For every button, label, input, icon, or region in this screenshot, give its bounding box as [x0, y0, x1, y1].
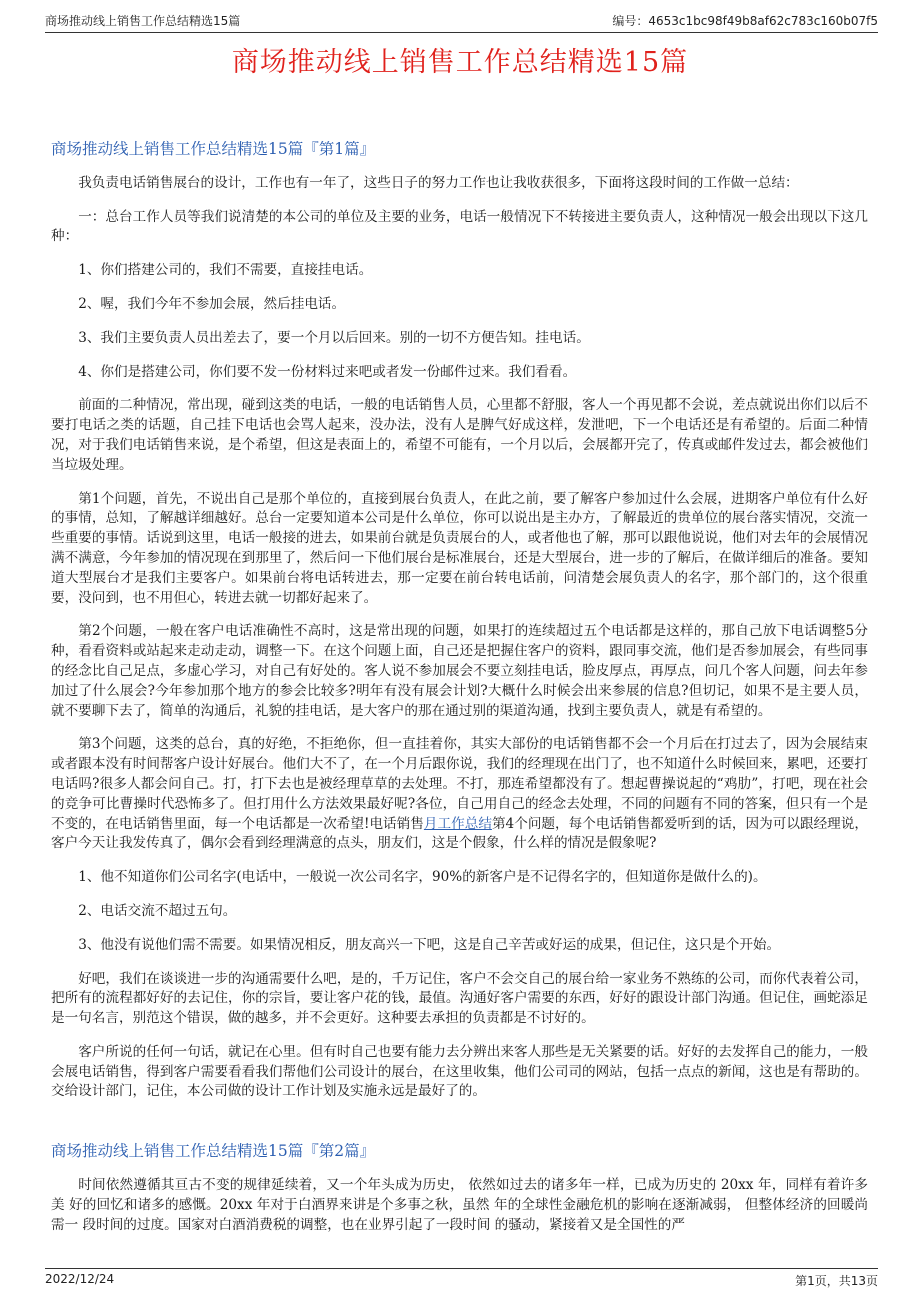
header-doc-number: 编号：4653c1bc98f49b8af62c783c160b07f5	[612, 14, 878, 28]
page-footer	[45, 1268, 878, 1289]
list-item: 2、喔，我们今年不参加会展，然后挂电话。	[78, 295, 346, 312]
section-1-title[interactable]: 商场推动线上销售工作总结精选15篇『第1篇』	[51, 140, 376, 158]
paragraph: 时间依然遵循其亘古不变的规律延续着，又一个年头成为历史， 依然如过去的诸多年一样，已成为历史的 20xx 年，同样有着许多美 好的回忆和诸多的感慨。20xx 年对于白酒界来讲是个多事之秋，虽然 年的全球性金融危机的影响在逐渐减弱， 但整体经济的回暖尚需一 段时间的过度。国家对白酒消费税的调整，也在业界引起了一段时间 的骚动，紧接着又是全国性的严	[51, 1177, 868, 1233]
work-summary-link[interactable]: 月工作总结	[423, 815, 492, 832]
footer-page-number: 第1页，共13页	[795, 1274, 878, 1288]
footer-date: 2022/12/24	[45, 1272, 115, 1286]
paragraph: 我负责电话销售展台的设计，工作也有一年了，这些日子的努力工作也让我收获很多，下面将这段时间的工作做一总结：	[78, 174, 799, 191]
list-item: 1、你们搭建公司的，我们不需要，直接挂电话。	[78, 262, 373, 279]
list-item: 2、电话交流不超过五句。	[78, 902, 237, 919]
paragraph: 第2个问题，一般在客户电话准确性不高时，这是常出现的问题，如果打的连续超过五个电话都是这样的，那自己放下电话调整5分种，看看资料或站起来走动走动，调整一下。在这个问题上面，自己还是把握住客户的资料，跟同事交流，他们是否参加展会，有些同事的经念比自己足点，多虚心学习，对自己有好处的。客人说不参加展会不要立刻挂电话，脸皮厚点，再厚点，问几个客人问题，问去年参加过了什么展会?今年参加那个地方的参会比较多?明年有没有展会计划?大概什么时候会出来参展的信息?但切记，如果不是主要人员，就不要聊下去了，简单的沟通后，礼貌的挂电话，是大客户的那在通过别的渠道沟通，找到主要负责人，就是有希望的。	[51, 623, 868, 719]
document-title: 商场推动线上销售工作总结精选15篇	[231, 47, 689, 78]
page-header	[45, 12, 878, 33]
paragraph: 一：总台工作人员等我们说清楚的本公司的单位及主要的业务，电话一般情况下不转接进主要负责人，这种情况一般会出现以下这几种：	[51, 208, 868, 245]
paragraph: 好吧，我们在谈谈进一步的沟通需要什么吧，是的，千万记住，客户不会交自己的展台给一家业务不熟练的公司，而你代表着公司，把所有的流程都好好的去记住，你的宗旨，要让客户花的钱，最值。沟通好客户需要的东西，好好的跟设计部门沟通。但记住，画蛇添足是一句名言，别范这个错误，做的越多，并不会更好。这种要去承担的负责都是不讨好的。	[51, 970, 868, 1027]
paragraph	[51, 735, 868, 854]
list-item: 4、你们是搭建公司，你们要不发一份材料过来吧或者发一份邮件过来。我们看看。	[78, 363, 577, 380]
paragraph: 前面的二种情况，常出现，碰到这类的电话，一般的电话销售人员，心里都不舒服，客人一个再见都不会说，差点就说出你们以后不要打电话之类的话题，自己挂下电话也会骂人起来，没办法，没有人是脾气好成这样，发泄吧，下一个电话还是有希望的。后面二种情况，对于我们电话销售来说，是个希望，但这是表面上的，希望不可能有，一个月以后，会展都开完了，传真或邮件发过去，都会被他们当垃圾处理。	[51, 397, 868, 473]
paragraph: 第1个问题，首先，不说出自己是那个单位的，直接到展台负责人，在此之前，要了解客户参加过什么会展，进期客户单位有什么好的事情，总知，了解越详细越好。总台一定要知道本公司是什么单位，你可以说出是主办方，了解最近的贵单位的展台落实情况，交流一些重要的事情。话说到这里，电话一般接的进去，如果前台就是负责展台的人，或者他也了解，那可以跟他说说，他们对去年的会展情况满不满意，今年参加的情况现在到那里了，然后问一下他们展台是标准展台，还是大型展台，进一步的了解后，在做详细后的准备。要知道大型展台才是我们主要客户。如果前台将电话转进去，那一定要在前台转电话前，问清楚会展负责人的名字，那个部门的，这个很重要，没问到，也不用但心，转进去就一切都好起来了。	[51, 490, 868, 606]
paragraph: 客户所说的任何一句话，就记在心里。但有时自己也要有能力去分辨出来客人那些是无关紧要的话。好好的去发挥自己的能力，一般会展电话销售，得到客户需要看看我们帮他们公司设计的展台，在这里收集，他们公司司的网站，包括一点点的新闻，这也是有帮助的。交给设计部门，记住，本公司做的设计工作计划及实施永远是最好了的。	[51, 1043, 868, 1100]
paragraph-text: 第3个问题，这类的总台，真的好绝，不拒绝你，但一直挂着你，其实大部份的电话销售都不会一个月后在打过去了，因为会展结束或者跟本没有时间帮客户设计好展台。他们大不了，在一个月后跟你说，我们的经理现在出门了，也不知道什么时候回来，累吧，还要打电话吗?很多人都会问自己。打，打下去也是被经理草草的去处理。不打，那连希望都没有了。想起曹操说起的“鸡肋”，打吧，现在社会的竞争可比曹操时代恐怖多了。但打用什么方法效果最好呢?各位，自己用自己的经念去处理，不同的问题有不同的答案，但只有一个是不变的，在电话销售里面，每一个电话都是一次希望!电话销售	[51, 736, 868, 832]
list-item: 3、他没有说他们需不需要。如果情况相反，朋友高兴一下吧，这是自己辛苦或好运的成果，但记住，这只是个开始。	[78, 936, 781, 953]
paragraph-text: 第4个问题，每个电话销售都爱听到的话，因为可以跟经理说，客户今天让我发传真了，偶尔会看到经理满意的点头，朋友们，这是个假象，什么样的情况是假象呢?	[51, 815, 868, 852]
list-item: 3、我们主要负责人员出差去了，要一个月以后回来。别的一切不方便告知。挂电话。	[78, 329, 590, 346]
header-doc-title: 商场推动线上销售工作总结精选15篇	[45, 14, 241, 28]
document-body	[51, 140, 868, 1249]
list-item: 1、他不知道你们公司名字(电话中，一般说一次公司名字，90%的新客户是不记得名字的，但知道你是做什么的)。	[78, 869, 767, 886]
section-2-title[interactable]: 商场推动线上销售工作总结精选15篇『第2篇』	[51, 1142, 376, 1161]
